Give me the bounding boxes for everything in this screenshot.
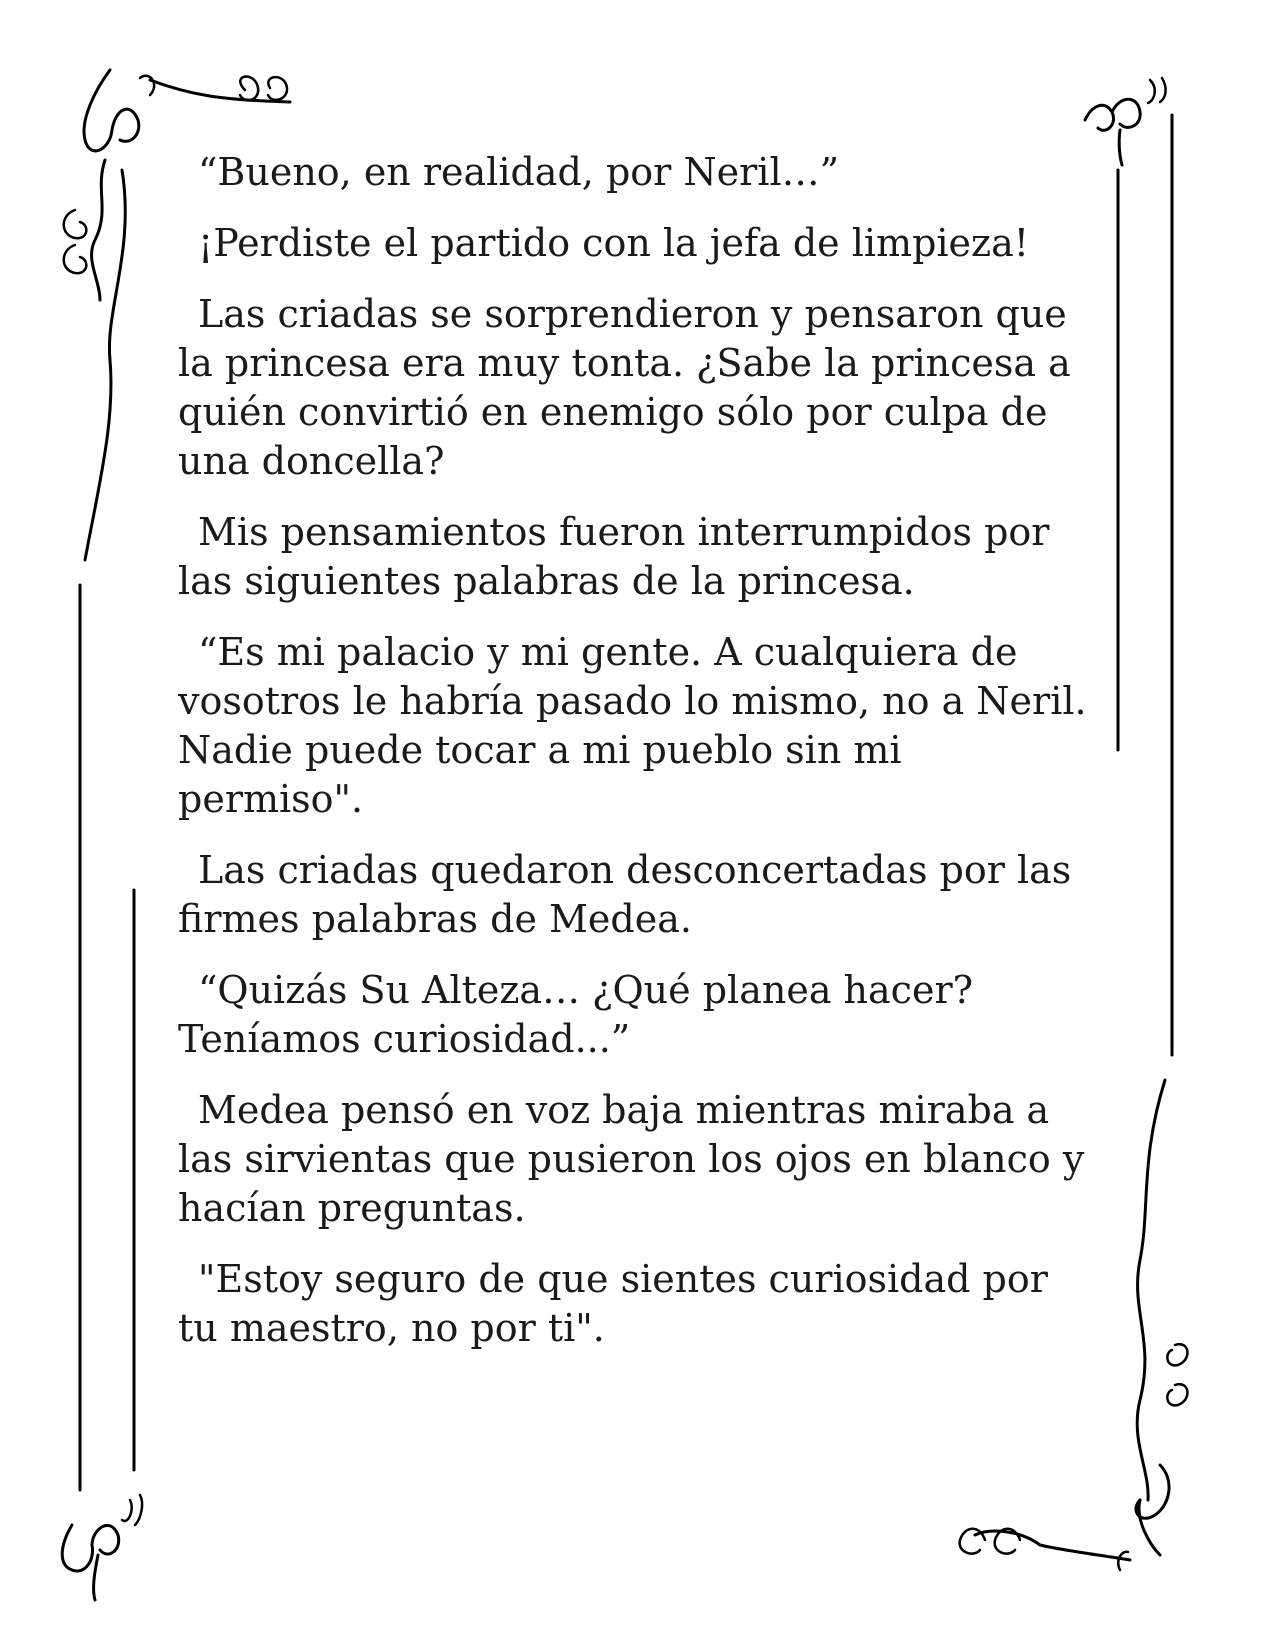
- paragraph-3: Las criadas se sorprendieron y pensaron que la princesa era muy tonta. ¿Sabe la princesa a quién convirtió en enemigo sólo por culpa de una doncella?: [178, 292, 1071, 483]
- paragraph-9: "Estoy seguro de que sientes curiosidad por tu maestro, no por ti".: [178, 1257, 1048, 1350]
- paragraph-8: Medea pensó en voz baja mientras miraba a las sirvientas que pusieron los ojos en blanco y hacían preguntas.: [178, 1088, 1085, 1230]
- paragraph-1: “Bueno, en realidad, por Neril…”: [198, 150, 840, 194]
- paragraph-6: Las criadas quedaron desconcertadas por las firmes palabras de Medea.: [178, 848, 1072, 941]
- paragraph-7: “Quizás Su Alteza… ¿Qué planea hacer? Teníamos curiosidad...”: [178, 968, 973, 1061]
- story-text: [178, 148, 1098, 1375]
- paragraph-5: “Es mi palacio y mi gente. A cualquiera de vosotros le habría pasado lo mismo, no a Neril. Nadie puede tocar a mi pueblo sin mi permiso".: [178, 630, 1087, 821]
- paragraph-2: ¡Perdiste el partido con la jefa de limpieza!: [198, 221, 1029, 265]
- bottom-left-flourish-icon: [62, 1495, 142, 1600]
- paragraph-4: Mis pensamientos fueron interrumpidos por las siguientes palabras de la princesa.: [178, 510, 1050, 603]
